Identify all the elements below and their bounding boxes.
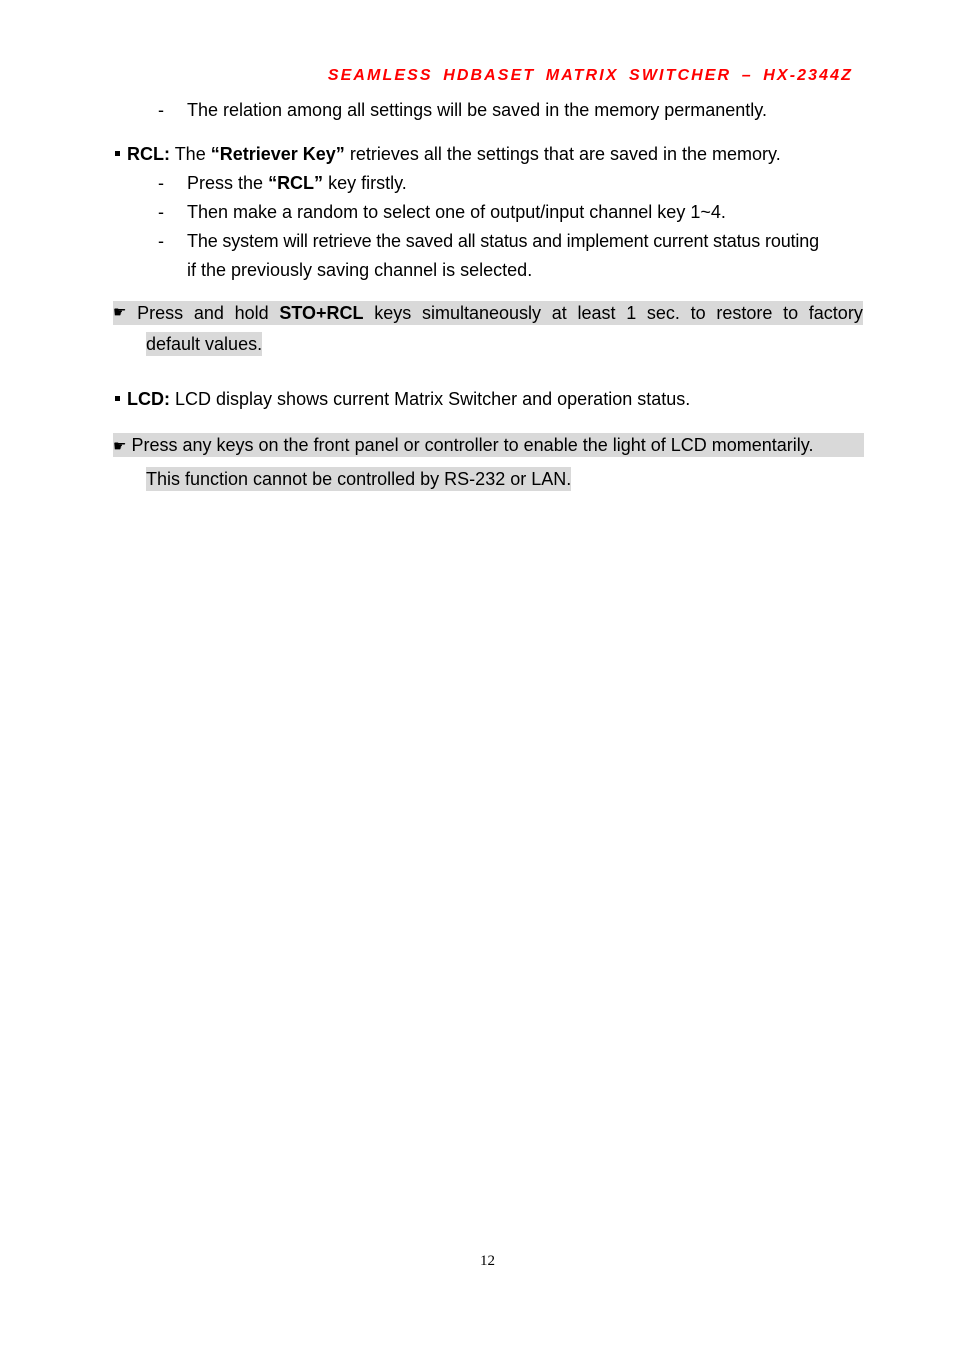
dash-marker: - (158, 173, 164, 193)
pointing-hand-icon: ☛ (113, 438, 127, 455)
rcl-step-1-pre: Press the (187, 173, 264, 193)
rcl-description (115, 143, 781, 165)
rcl-step-3-line2: if the previously saving channel is selected. (187, 260, 533, 280)
dash-marker: - (158, 231, 164, 251)
rcl-step-1-key: “RCL” (268, 173, 324, 193)
page-header-title: SEAMLESS HDBASET MATRIX SWITCHER – HX-2344Z (327, 67, 853, 84)
rcl-key-name: “Retriever Key” (210, 144, 345, 164)
dash-marker: - (158, 100, 164, 120)
note-lcd-line1: ☛ Press any keys on the front panel or controller to enable the light of LCD momentarily. (113, 433, 864, 457)
sto-step-text: The relation among all settings will be saved in the memory permanently. (187, 100, 767, 120)
page-number: 12 (480, 1253, 495, 1269)
rcl-label: RCL: (127, 144, 170, 164)
lcd-label: LCD: (127, 389, 170, 409)
square-bullet-icon (115, 151, 120, 156)
rcl-step-3-line1: The system will retrieve the saved all status and implement current status routing (187, 231, 819, 251)
note-factory-reset-line2: default values. (146, 334, 263, 354)
note-lcd-line2: This function cannot be controlled by RS-232 or LAN. (146, 469, 572, 489)
note-lcd-light (113, 431, 864, 494)
square-bullet-icon (115, 396, 120, 401)
lcd-text: LCD display shows current Matrix Switcher and operation status. (175, 389, 691, 409)
rcl-post: retrieves all the settings that are saved in the memory. (349, 144, 781, 164)
rcl-step-1-post: key firstly. (328, 173, 407, 193)
rcl-step-2-text: Then make a random to select one of output/input channel key 1~4. (187, 202, 726, 222)
dash-marker: - (158, 202, 164, 222)
note-keys: STO+RCL (279, 303, 364, 323)
lcd-description (115, 388, 690, 410)
rcl-pre: The (174, 144, 206, 164)
note-factory-reset (113, 301, 863, 359)
note-factory-reset-line1: ☛ Press and hold STO+RCL keys simultaneously at least 1 sec. to restore to factory (113, 303, 863, 323)
pointing-hand-icon: ☛ (113, 304, 127, 321)
